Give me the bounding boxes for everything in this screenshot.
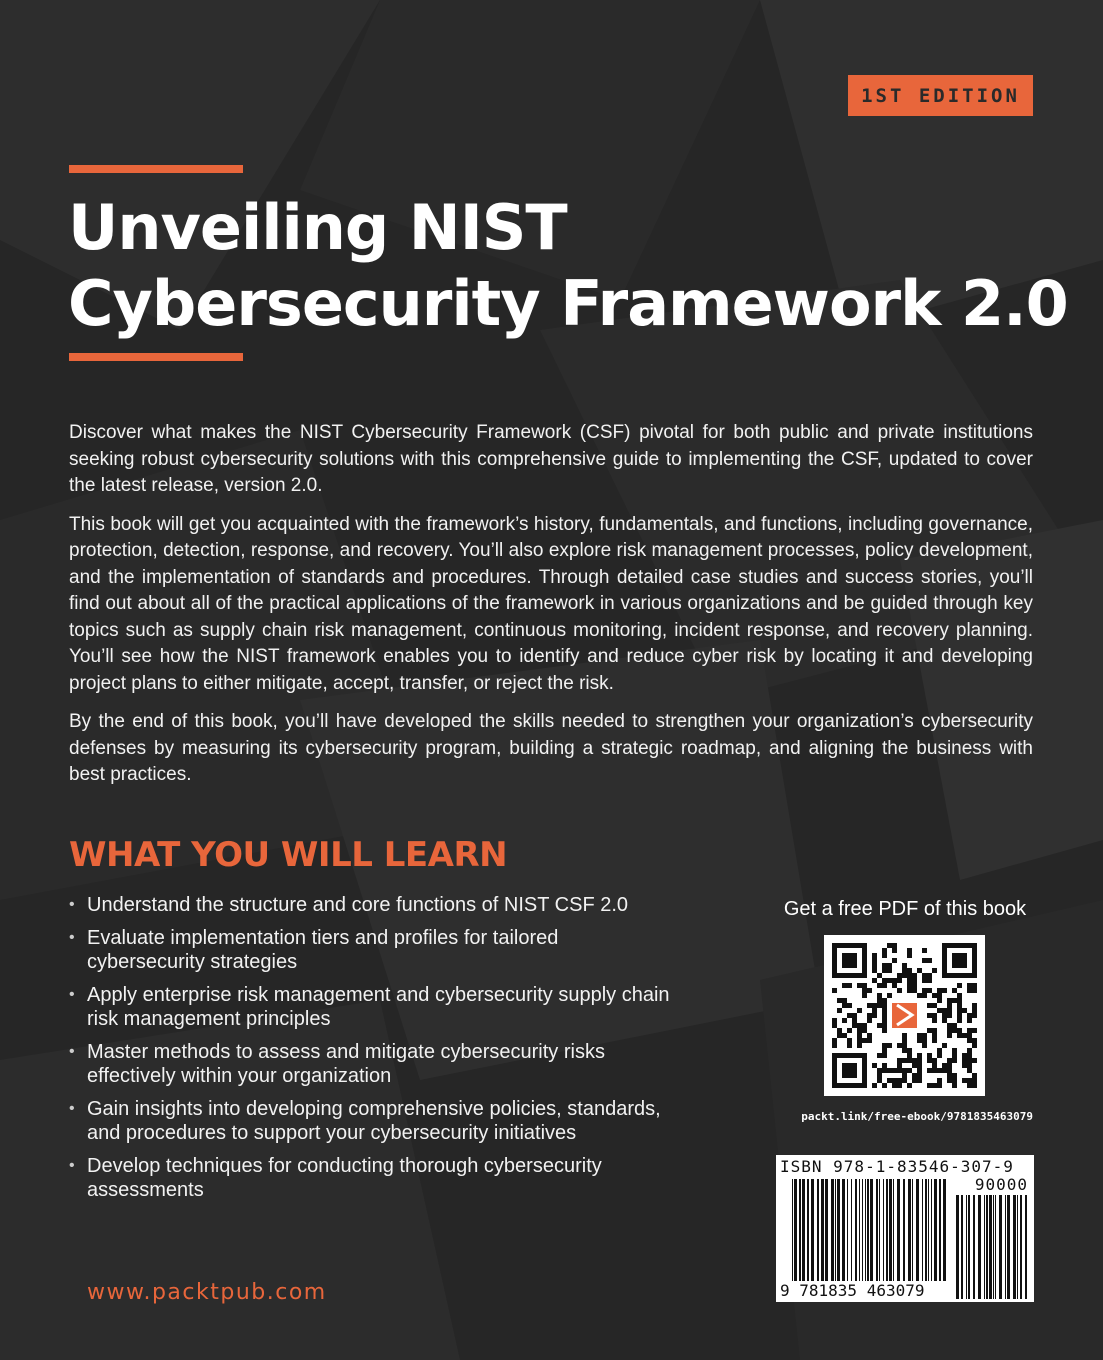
list-item — [69, 1154, 679, 1203]
list-item-text: Gain insights into developing comprehensive policies, standards, and procedures to support your cybersecurity initiatives — [87, 1097, 661, 1144]
edition-badge: 1ST EDITION — [848, 75, 1033, 116]
bullet-icon: • — [69, 985, 75, 1003]
publisher-website-link[interactable]: www.packtpub.com — [87, 1280, 327, 1305]
book-description — [69, 420, 1033, 801]
list-item-text: Develop techniques for conducting thorough cybersecurity assessments — [87, 1154, 602, 1201]
barcode-addon: 90000 — [974, 1175, 1028, 1194]
learn-heading: WHAT YOU WILL LEARN — [69, 835, 508, 875]
isbn-text: ISBN 978-1-83546-307-9 — [780, 1157, 1014, 1176]
free-pdf-label: Get a free PDF of this book — [783, 898, 1027, 920]
bullet-icon: • — [69, 1042, 75, 1060]
description-paragraph: This book will get you acquainted with the framework’s history, fundamentals, and functions, including governance, protection, detection, response, and recovery. You’ll also explore risk management processes, policy development, and the implementation of standards and procedures. Through detailed case studies and success stories, you’ll find out about all of the practical applications of the framework in various organizations and be guided through key topics such as supply chain risk management, continuous monitoring, incident response, and recovery planning. You’ll see how the NIST framework enables you to identify and reduce cyber risk by locating it and developing project plans to either mitigate, accept, transfer, or reject the risk. — [69, 513, 1033, 694]
title-bottom-rule — [69, 353, 243, 361]
bullet-icon: • — [69, 1156, 75, 1174]
book-title-line-1: Unveiling NIST — [68, 191, 567, 264]
list-item — [69, 926, 679, 975]
list-item-text: Master methods to assess and mitigate cybersecurity risks effectively within your organization — [87, 1040, 605, 1087]
book-title — [68, 190, 1068, 342]
list-item — [69, 983, 679, 1032]
list-item-text: Apply enterprise risk management and cybersecurity supply chain risk management principles — [87, 983, 670, 1030]
list-item — [69, 1040, 679, 1089]
list-item — [69, 893, 679, 918]
title-top-rule — [69, 165, 243, 173]
book-title-line-2: Cybersecurity Framework 2.0 — [68, 267, 1068, 340]
description-paragraph: Discover what makes the NIST Cybersecurity Framework (CSF) pivotal for both public and private institutions seeking robust cybersecurity solutions with this comprehensive guide to implementing the CSF, updated to cover the latest release, version 2.0. — [69, 422, 1033, 496]
free-pdf-qr-code[interactable] — [824, 935, 985, 1096]
qr-code-icon — [824, 935, 985, 1096]
list-item-text: Understand the structure and core functions of NIST CSF 2.0 — [87, 894, 629, 916]
barcode-digits: 9 781835 463079 — [780, 1281, 928, 1300]
list-item-text: Evaluate implementation tiers and profiles for tailored cybersecurity strategies — [87, 926, 559, 973]
description-paragraph: By the end of this book, you’ll have developed the skills needed to strengthen your organization’s cybersecurity defenses by measuring its cybersecurity program, building a strategic roadmap, and aligning the business with best practices. — [69, 711, 1033, 785]
bullet-icon: • — [69, 1099, 75, 1117]
list-item — [69, 1097, 679, 1146]
bullet-icon: • — [69, 896, 75, 913]
isbn-barcode — [776, 1155, 1034, 1302]
learn-list — [69, 893, 679, 1211]
bullet-icon: • — [69, 928, 75, 946]
free-pdf-link[interactable]: packt.link/free-ebook/9781835463079 — [801, 1110, 1033, 1123]
